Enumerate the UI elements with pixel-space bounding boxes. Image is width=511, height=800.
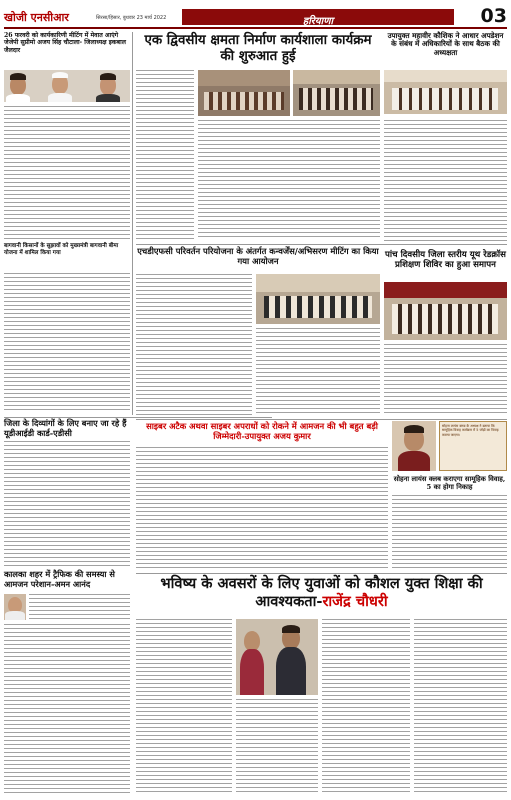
page-number: [474, 5, 507, 27]
story-10-headline: कालका शहर में ट्रैफिक की समस्या से आमजन परेशान-अमन आनंद: [4, 569, 115, 589]
story-10-body: [29, 594, 130, 622]
story-5-headline: एचडीएफसी परिवर्तन परियोजना के अंतर्गत कन्वर्जेंस/अभिसरण मीटिंग का किया गया आयोजन: [137, 246, 379, 266]
story-6-headline: पांच दिवसीय जिला स्तरीय यूथ रेडक्रॉस प्रशिक्षण शिविर का हुआ समापन: [385, 250, 506, 270]
story-4-body: [4, 273, 130, 413]
story-11-body-3: [322, 619, 410, 795]
story-2-photo-2: [293, 70, 380, 116]
story-9: [392, 421, 507, 571]
story-9-photo: [392, 421, 436, 471]
story-1-body: [4, 106, 130, 240]
masthead: [4, 3, 507, 29]
story-1-headline: 26 फरवरी को कार्यकारिणी मीटिंग में मेवात आएंगे जेजेपी सुप्रीमो अजय सिंह चौटाला- जिलाध्यक्ष इकबाल जैलदार: [4, 32, 126, 54]
story-9-ad-box: [439, 421, 507, 471]
story-11-photo: [236, 619, 318, 695]
story-6-body: [384, 344, 507, 416]
brand-logo: [4, 6, 74, 25]
section-title: हरियाणा: [302, 16, 334, 27]
story-3-photo: [384, 70, 507, 114]
story-6: [384, 250, 507, 418]
story-11-headline-main: भविष्य के अवसरों के लिए युवाओं को कौशल युक्त शिक्षा की आवश्यकता-: [160, 575, 483, 610]
story-11: [136, 575, 507, 797]
story-7-headline: जिला के दिव्यांगों के लिए बनाए जा रहे हैं यूडीआईडी कार्ड-एडीसी: [4, 418, 127, 438]
story-10-photo: [4, 594, 26, 620]
story-7: [4, 419, 130, 569]
story-9-ad-text: सोहना लायंस क्लब के अध्यक्ष ने बताया कि सामूहिक विवाह कार्यक्रम में 5 जोड़ों का विवाह कराया जाएगा।: [442, 424, 499, 437]
story-9-body: [392, 495, 507, 569]
story-11-headline: [136, 575, 507, 610]
story-11-body-2: [236, 699, 318, 795]
story-5-body: [136, 274, 252, 416]
story-8-body: [136, 447, 388, 569]
story-8-headline: साइबर अटैक अथवा साइबर अपराधों को रोकने में आमजन की भी बहुत बड़ी जिम्मेदारी-उपायुक्त अजय कुमार: [146, 421, 378, 441]
divider-3: [136, 419, 507, 420]
story-11-body: [136, 619, 232, 795]
story-1: [4, 32, 130, 240]
story-7-body: [4, 441, 130, 567]
story-4-headline: बागवानी किसानों के सुझावों को मुख्यमंत्री बागवानी बीमा योजना में शामिल किया गया: [4, 243, 119, 256]
story-2-headline: एक द्विवसीय क्षमता निर्माण कार्यशाला कार्यक्रम की शुरुआत हुई: [144, 32, 372, 64]
story-2: [136, 32, 380, 242]
story-5-body-2: [256, 328, 380, 416]
brand-name: खोजी एनसीआर: [4, 11, 69, 24]
story-9-headline: सोहना लायंस क्लब कराएगा सामूहिक विवाह, 5 का होगा निकाह: [393, 475, 506, 491]
story-8: [136, 421, 388, 571]
story-5-photo: [256, 274, 380, 324]
story-6-photo: [384, 282, 507, 340]
section-bar: [182, 9, 454, 25]
divider-2: [136, 244, 507, 245]
story-10: [4, 570, 130, 796]
story-4: [4, 243, 130, 415]
col-divider: [132, 32, 133, 415]
story-3-body: [384, 120, 507, 246]
story-2-body-2: [198, 120, 380, 240]
story-10-body-2: [4, 624, 130, 794]
story-2-photo-1: [198, 70, 290, 116]
page-number-text: 03: [480, 5, 507, 27]
story-3: [384, 32, 507, 248]
story-3-headline: उपायुक्त महावीर कौशिक ने आधार अपडेशन के संबंध में अधिकारियों के साथ बैठक की अध्यक्षता: [387, 31, 504, 57]
story-5: [136, 246, 380, 418]
story-11-headline-name: राजेंद्र चौधरी: [322, 592, 388, 610]
dateline: सिरसा/हिसार, बुधवार 23 मार्च 2022: [96, 15, 167, 21]
story-2-body: [136, 70, 194, 240]
divider-4: [136, 573, 507, 574]
story-1-photo: [4, 70, 130, 102]
story-11-body-4: [414, 619, 507, 795]
